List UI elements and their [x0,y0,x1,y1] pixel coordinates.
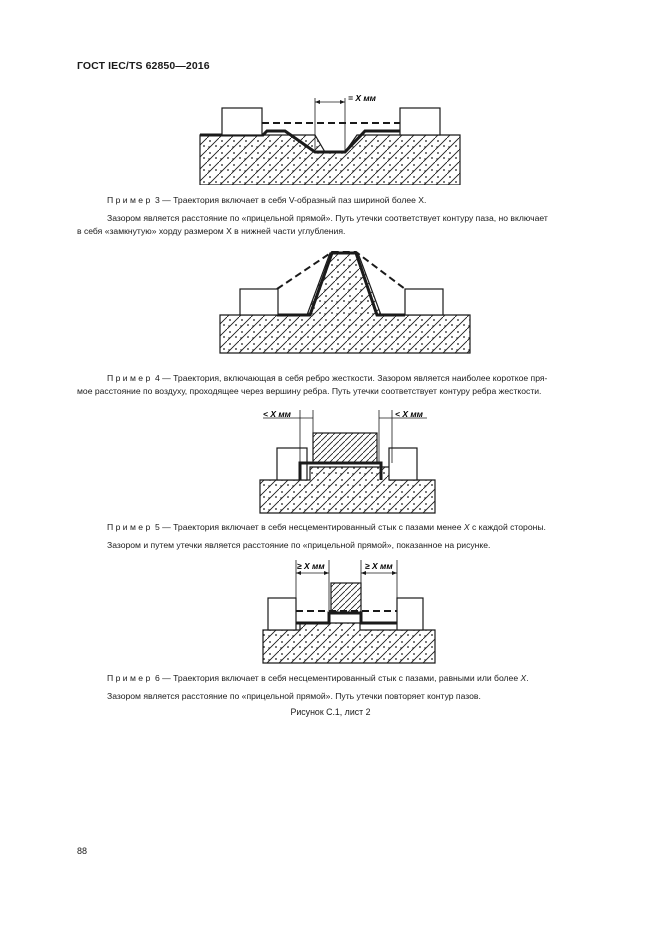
example-3-line-2: Зазором является расстояние по «прицельной прямой». Путь утечки соответствует контуру паза, но включает [107,213,548,223]
dimension-label-left: ≥ X мм [297,561,325,571]
page-number: 88 [77,846,88,856]
dimension-label-left: < X мм [263,409,291,419]
figure-caption: Рисунок С.1, лист 2 [290,707,371,717]
figure-example-4 [215,245,475,355]
figure-example-5 [255,405,440,515]
example-5-line-2: Зазором и путем утечки является расстояние по «прицельной прямой», показанное на рисунке. [107,540,491,550]
dimension-label: = X мм [348,93,376,103]
example-5-line-1: Пример 5 — Траектория включает в себя несцементированный стык с пазами менее X с каждой стороны. [107,522,546,532]
example-3-line-3: в себя «замкнутую» хорду размером X в нижней части углубления. [77,226,346,236]
example-3-line-1: Пример 3 — Траектория включает в себя V-образный паз шириной более X. [107,195,427,205]
figure-example-6 [255,555,440,665]
dimension-label-right: < X мм [395,409,423,419]
example-6-line-2: Зазором является расстояние по «прицельной прямой». Путь утечки повторяет контур пазов. [107,691,481,701]
example-6-line-1: Пример 6 — Траектория включает в себя несцементированный стык с пазами, равными или более X. [107,673,529,683]
figure-example-3 [195,90,465,185]
example-4-line-1: Пример 4 — Траектория, включающая в себя ребро жесткости. Зазором является наиболее короткое пря- [107,373,548,383]
document-header: ГОСТ IEC/TS 62850—2016 [77,60,210,72]
dimension-label-right: ≥ X мм [365,561,393,571]
example-4-line-2: мое расстояние по воздуху, проходящее через вершину ребра. Путь утечки соответствует контуру ребра жесткости. [77,386,542,396]
